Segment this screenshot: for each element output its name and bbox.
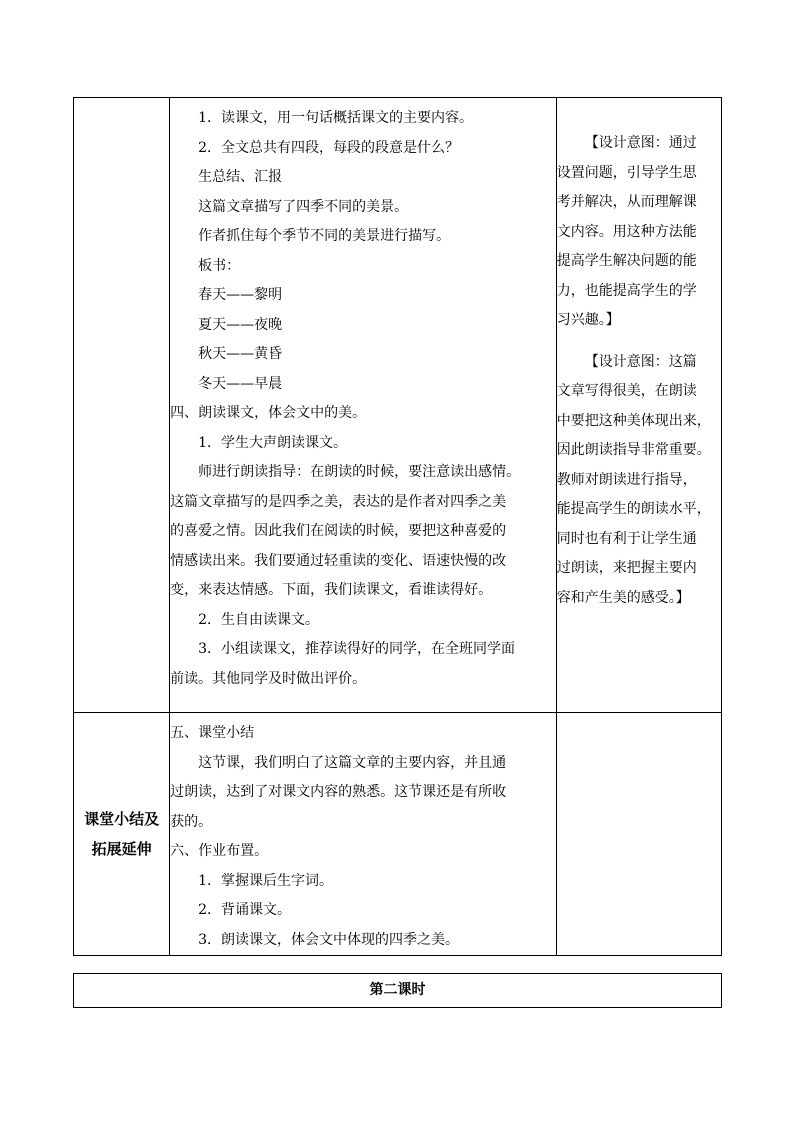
design-intent-2: [557, 336, 721, 614]
intent-line: 因此朗读指导非常重要。: [556, 442, 711, 458]
content-line: 六、作业布置。: [170, 843, 269, 859]
summary-blank-cell: [556, 713, 721, 956]
summary-label-line2: 拓展延伸: [91, 840, 152, 858]
content-line: 过朗读，达到了对课文内容的熟悉。这节课还是有所收: [170, 784, 507, 800]
content-line: 这篇文章描写了四季不同的美景。: [198, 198, 409, 215]
row1-label-cell: [74, 98, 170, 713]
content-line: 冬天——早晨: [198, 375, 283, 392]
intent-line: 同时也有利于让学生通: [556, 530, 697, 547]
intent-line: 文章写得很美，在朗读: [556, 383, 697, 399]
content-line: 板书：: [198, 257, 241, 274]
row1-content: [170, 98, 556, 694]
content-line: 3．朗读课文，体会文中体现的四季之美。: [198, 931, 460, 948]
intent-line: 【设计意图：这篇: [584, 353, 697, 370]
content-line: 生总结、汇报: [198, 169, 283, 185]
intent-line: 过朗读，来把握主要内: [556, 560, 697, 576]
content-line: 变，来表达情感。下面，我们读课文，看谁读得好。: [170, 582, 493, 598]
intent-line: 习兴趣。】: [556, 312, 620, 328]
content-line: 1．读课文，用一句话概括课文的主要内容。: [198, 110, 474, 126]
content-line: 情感读出来。我们要通过轻重读的变化、语速快慢的改: [170, 552, 507, 569]
design-intent-1: [557, 98, 721, 336]
content-line: 秋天——黄昏: [198, 346, 283, 362]
intent-line: 教师对朗读进行指导，: [556, 471, 697, 488]
content-line: 春天——黎明: [198, 287, 283, 303]
content-line: 的喜爱之情。因此我们在阅读的时候，要把这种喜爱的: [170, 523, 507, 539]
content-line: 四、朗读课文，体会文中的美。: [170, 405, 367, 421]
content-line: 这节课，我们明白了这篇文章的主要内容，并且通: [198, 754, 507, 771]
intent-line: 考并解决，从而理解课: [556, 194, 697, 210]
intent-line: 提高学生解决问题的能: [556, 253, 697, 269]
content-line: 夏天——夜晚: [198, 316, 283, 333]
intent-line: 文内容。用这种方法能: [556, 223, 697, 240]
summary-row: [74, 713, 722, 956]
intent-line: 容和产生美的感受。】: [556, 589, 690, 606]
second-lesson-heading: 第二课时: [73, 973, 722, 1008]
summary-content-cell: [170, 713, 557, 956]
content-line: 2．生自由读课文。: [198, 611, 320, 628]
content-line: 师进行朗读指导：在朗读的时候，要注意读出感情。: [198, 464, 521, 480]
content-line: 作者抓住每个季节不同的美景进行描写。: [198, 228, 451, 244]
summary-label-line1: 课堂小结及: [84, 810, 160, 828]
intent-line: 设置问题，引导学生思: [556, 164, 697, 181]
content-line: 五、课堂小结: [170, 725, 255, 741]
content-line: 1．掌握课后生字词。: [198, 872, 334, 889]
intent-line: 【设计意图：通过: [584, 135, 697, 151]
intent-line: 能提高学生的朗读水平，: [556, 501, 711, 517]
summary-content: [170, 713, 556, 955]
content-line: 1．学生大声朗读课文。: [198, 434, 348, 451]
intent-line: 力，也能提高学生的学: [556, 282, 697, 299]
row1-intent-cell: [556, 98, 721, 713]
content-line: 2．背诵课文。: [198, 902, 292, 918]
reading-row: [74, 98, 722, 713]
row1-content-cell: [170, 98, 557, 713]
lesson-plan-table: [73, 97, 722, 956]
content-line: 获的。: [170, 813, 213, 830]
content-line: 前读。其他同学及时做出评价。: [170, 670, 367, 687]
intent-line: 中要把这种美体现出来，: [556, 412, 711, 429]
content-line: 2．全文总共有四段，每段的段意是什么？: [198, 139, 460, 156]
content-line: 3．小组读课文，推荐读得好的同学，在全班同学面: [198, 641, 516, 657]
summary-label-cell: [74, 713, 170, 956]
content-line: 这篇文章描写的是四季之美，表达的是作者对四季之美: [170, 493, 507, 510]
